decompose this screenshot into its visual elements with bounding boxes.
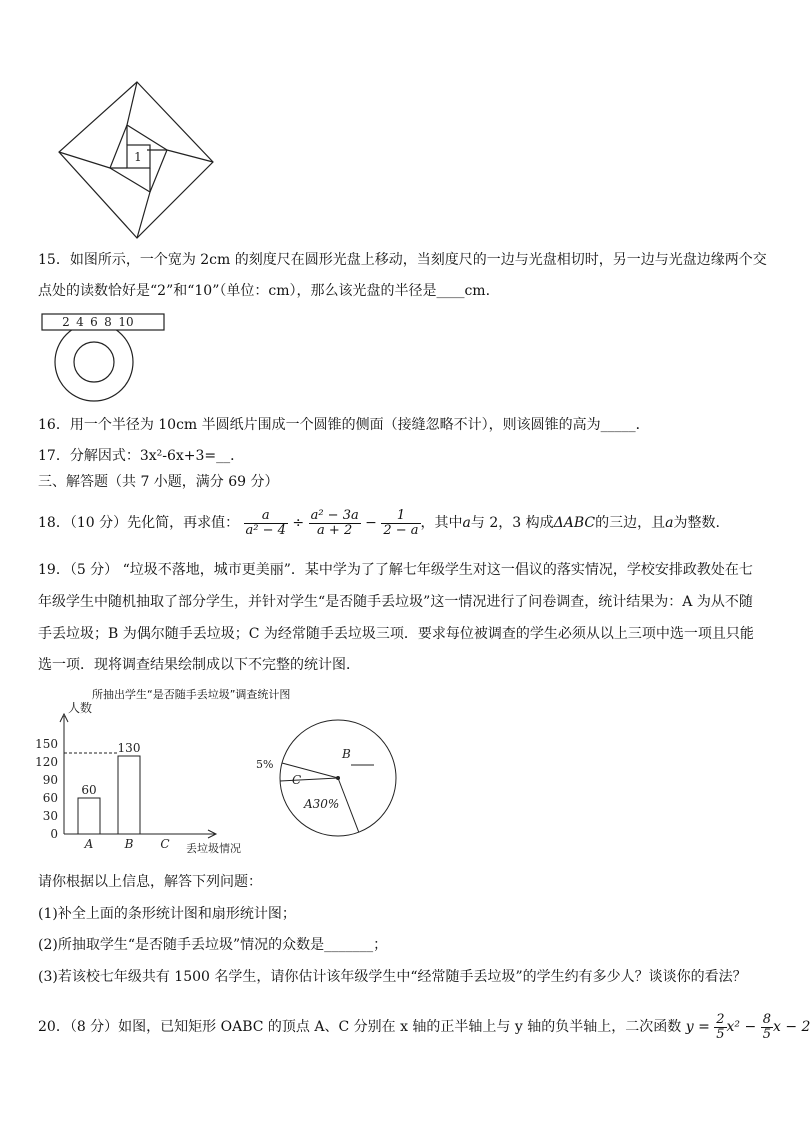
bar-category-label: A <box>84 837 94 851</box>
disc-outer-circle <box>55 323 133 401</box>
bar-B <box>118 756 140 834</box>
bar-y-tick-label: 120 <box>35 755 58 769</box>
inner-square-label: 1 <box>134 150 142 164</box>
bar-y-tick-label: 60 <box>42 791 58 805</box>
q20-text: 20．（8 分）如图，已知矩形 OABC 的顶点 A、C 分别在 x 轴的正半轴上与 y 轴的负半轴上，二次函数 <box>38 1019 682 1035</box>
q18-triangle: ΔABC <box>553 515 596 531</box>
section-3-heading: 三、解答题（共 7 小题，满分 69 分） <box>38 474 279 490</box>
q18-tail: 的三边，且 <box>595 515 666 531</box>
pie-chart <box>238 700 394 856</box>
bar-y-tick-label: 150 <box>35 737 58 751</box>
bar-y-tick-label: 90 <box>42 773 58 787</box>
q20-term1: x² − <box>726 1019 757 1035</box>
q16-text: 16．用一个半径为 10cm 半圆纸片围成一个圆锥的侧面（接缝忽略不计），则该圆锥的高为_____． <box>38 417 650 433</box>
q20-fraction-2 <box>761 1013 773 1042</box>
q18-fraction-3 <box>381 509 420 538</box>
q18-op1: ÷ <box>292 515 305 531</box>
bar-x-axis-label: 丢垃圾情况 <box>186 842 241 855</box>
q20-fraction-1 <box>714 1013 726 1042</box>
q18-fraction-2 <box>309 509 361 538</box>
q19-sub2: (2)所抽取学生“是否随手丢垃圾”情况的众数是_______； <box>38 937 388 953</box>
statistics-figure <box>35 686 394 856</box>
bar-data-label: 60 <box>81 783 97 797</box>
bar-data-label: 130 <box>117 741 141 755</box>
bar-y-tick-label: 30 <box>42 809 58 823</box>
q18-f2-num: a² − 3a <box>310 507 359 523</box>
disc-inner-circle <box>74 342 114 382</box>
pie-outside-label: 5% <box>256 758 274 771</box>
q18-var-a2: a <box>665 515 674 531</box>
q20-f2-num: 8 <box>762 1011 771 1027</box>
spiral-line-2 <box>167 150 213 162</box>
q19-line3: 手丢垃圾；B 为偶尔随手丢垃圾；C 为经常随手丢垃圾三项．要求每位被调查的学生必须从以上三项中选一项且只能 <box>38 626 754 642</box>
q17-text: 17．分解因式：3x²-6x+3=__． <box>38 448 245 464</box>
q18-mid2: 与 2，3 构成 <box>470 515 554 531</box>
q18-f3-den: 2 − a <box>383 522 419 538</box>
bar-A <box>78 798 100 834</box>
q18-var-a: a <box>462 515 471 531</box>
q19-line1: 19．（5 分） “垃圾不落地，城市更美丽”．某中学为了了解七年级学生对这一倡议的落实情况，学校安排政教处在七 <box>38 562 753 578</box>
q20-f2-den: 5 <box>762 1026 771 1042</box>
bar-category-label: B <box>124 837 134 851</box>
spiral-line-1 <box>127 82 137 125</box>
q18-fraction-1 <box>244 509 288 538</box>
bar-chart <box>35 700 241 856</box>
q18-f1-den: a² − 4 <box>245 522 286 538</box>
q19-sub1: (1)补全上面的条形统计图和扇形统计图； <box>38 906 296 922</box>
bar-category-label: C <box>160 837 170 851</box>
q19-line4: 选一项．现将调查结果绘制成以下不完整的统计图． <box>38 657 360 673</box>
q18-f3-num: 1 <box>381 509 420 524</box>
q18-line <box>38 504 720 542</box>
q19-sub3: (3)若该校七年级共有 1500 名学生，请你估计该年级学生中“经常随手丢垃圾”的学生约有多少人？谈谈你的看法？ <box>38 969 747 985</box>
ruler-tick-4: 4 <box>76 315 84 329</box>
chart-title: 所抽出学生“是否随手丢垃圾”调查统计图 <box>92 688 291 701</box>
q19-line2: 年级学生中随机抽取了部分学生，并针对学生“是否随手丢垃圾”这一情况进行了问卷调查，统计结果为：A 为从不随 <box>38 594 753 610</box>
nested-squares-figure <box>55 80 225 240</box>
q20-func-lhs: y = <box>685 1019 710 1035</box>
ruler-disc-figure <box>38 312 168 404</box>
q20-line <box>38 1008 810 1046</box>
q20-f1-den: 5 <box>716 1026 725 1042</box>
q15-line2: 点处的读数恰好是“2”和“10”（单位：cm），那么该光盘的半径是____cm. <box>38 283 491 299</box>
ruler-tick-6: 6 <box>90 315 98 329</box>
q15-line1: 15．如图所示，一个宽为 2cm 的刻度尺在圆形光盘上移动，当刻度尺的一边与光盘相切时，另一边与光盘边缘两个交 <box>38 252 767 268</box>
ruler-tick-8: 8 <box>104 315 112 329</box>
q18-op2: − <box>365 515 377 531</box>
q18-f1-num: a <box>244 509 288 524</box>
ruler-tick-2: 2 <box>62 315 70 329</box>
bar-y-axis-label: 人数 <box>68 701 93 715</box>
pie-label-a: A30% <box>304 797 340 811</box>
q18-prefix: 18．（10 分）先化简，再求值： <box>38 515 240 531</box>
pie-label-c: C <box>292 773 302 787</box>
pie-center-dot <box>336 776 340 780</box>
q19-prompt: 请你根据以上信息，解答下列问题： <box>38 874 262 890</box>
q18-f2-den: a + 2 <box>317 522 353 538</box>
q20-f1-num: 2 <box>716 1011 725 1027</box>
q18-mid: ，其中 <box>420 515 463 531</box>
ruler <box>42 314 164 330</box>
pie-label-b: B <box>342 747 351 761</box>
ruler-tick-10: 10 <box>118 315 134 329</box>
q18-end: 为整数. <box>673 515 720 531</box>
q20-term2: x − 2 <box>772 1019 810 1035</box>
bar-y-tick-label: 0 <box>50 827 58 841</box>
